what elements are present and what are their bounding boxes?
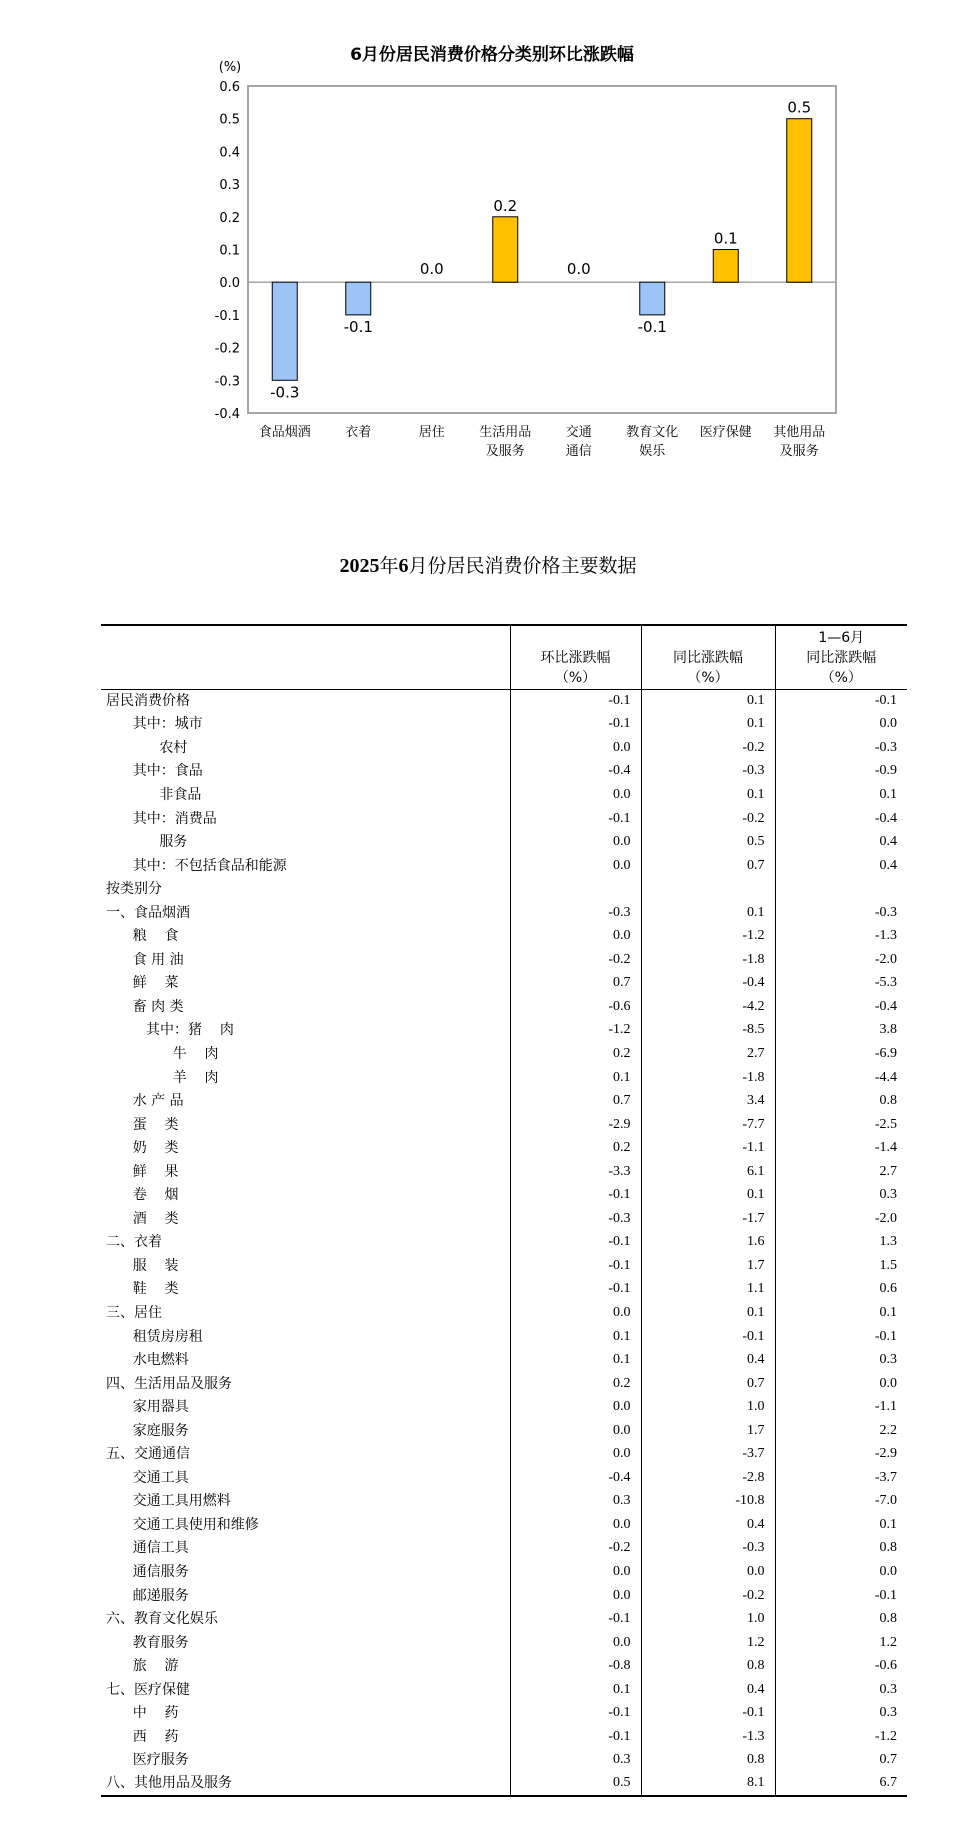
yoy-value: 1.2 [641,1631,775,1655]
yoy-value: -1.2 [641,924,775,948]
y-tick-label: -0.3 [214,374,240,390]
row-label: 旅 游 [106,1658,179,1675]
y-tick-label: -0.1 [214,308,240,324]
ytd-value: -0.4 [775,995,907,1019]
row-label: 医疗服务 [106,1752,189,1769]
row-label: 其中：城市 [106,716,203,733]
mom-value: 0.0 [510,1301,641,1325]
table-row [101,760,907,784]
header-item [101,625,510,689]
yoy-value: -1.1 [641,1136,775,1160]
mom-value: 0.0 [510,1584,641,1608]
table-row [101,948,907,972]
ytd-value: 0.3 [775,1678,907,1702]
table-row [101,736,907,760]
yoy-value: -10.8 [641,1490,775,1514]
x-tick-label: 教育文化 [626,425,679,440]
x-tick-label: 通信 [565,444,592,459]
mom-value [510,877,641,901]
row-label: 租赁房房租 [106,1328,203,1345]
yoy-value: 1.0 [641,1607,775,1631]
y-tick-label: 0.0 [219,276,240,292]
yoy-value: 0.1 [641,689,775,713]
table-row [101,1301,907,1325]
row-label: 邮递服务 [106,1587,189,1604]
table-row [101,1443,907,1467]
yoy-value: -0.2 [641,736,775,760]
row-label: 鞋 类 [106,1281,179,1298]
mom-value: 0.2 [510,1042,641,1066]
header-ytd-line3: （%） [820,669,862,686]
ytd-value: 0.8 [775,1089,907,1113]
mom-value: -0.3 [510,1207,641,1231]
mom-value: -0.1 [510,713,641,737]
table-row [101,901,907,925]
data-label: -0.1 [637,317,667,336]
mom-value: -0.4 [510,1466,641,1490]
header-yoy-line2: （%） [687,669,729,686]
yoy-value: -0.2 [641,807,775,831]
mom-value: -0.8 [510,1654,641,1678]
mom-value: -0.6 [510,995,641,1019]
row-label: 其中：不包括食品和能源 [106,857,287,874]
data-label: 0.1 [713,229,738,248]
yoy-value: 0.4 [641,1513,775,1537]
bar-chart [0,0,976,470]
header-ytd-line1: 1—6月 [818,629,865,646]
yoy-value: -0.3 [641,1537,775,1561]
table-row [101,1584,907,1608]
table-title-month: 6 [398,555,409,577]
mom-value: 0.3 [510,1749,641,1773]
table-row [101,1019,907,1043]
row-label: 一、食品烟酒 [106,904,190,921]
yoy-value: 3.4 [641,1089,775,1113]
ytd-value: 0.3 [775,1348,907,1372]
x-tick-label: 及服务 [779,444,819,459]
row-label: 服 装 [106,1257,179,1274]
table-row [101,713,907,737]
plot-frame [248,86,836,413]
ytd-value: -7.0 [775,1490,907,1514]
data-label: -0.3 [270,383,300,402]
ytd-value: 6.7 [775,1772,907,1796]
row-label: 水电燃料 [106,1352,189,1369]
x-tick-label: 食品烟酒 [258,425,311,440]
row-label: 交通工具 [106,1469,189,1486]
x-tick-labels [259,424,826,459]
table-row [101,783,907,807]
yoy-value: 1.7 [641,1419,775,1443]
yoy-value: 0.4 [641,1678,775,1702]
row-label: 鲜 果 [106,1163,179,1180]
y-axis-unit-label: (%) [218,60,242,75]
ytd-value: 1.5 [775,1254,907,1278]
ytd-value: -1.2 [775,1725,907,1749]
ytd-value: 0.1 [775,783,907,807]
yoy-value: -0.2 [641,1584,775,1608]
y-tick-label: -0.2 [214,341,240,357]
mom-value: 0.0 [510,1443,641,1467]
table-row [101,995,907,1019]
yoy-value: -0.1 [641,1325,775,1349]
ytd-value: -1.3 [775,924,907,948]
table-row [101,1113,907,1137]
table-row [101,1207,907,1231]
table-row [101,1395,907,1419]
table-row [101,1678,907,1702]
mom-value: 0.0 [510,1395,641,1419]
table-title-year: 2025 [339,555,380,577]
row-label: 家用器具 [106,1399,189,1416]
data-label: 0.0 [419,260,444,279]
table-row [101,1537,907,1561]
mom-value: 0.7 [510,972,641,996]
mom-value: 0.0 [510,924,641,948]
mom-value: 0.1 [510,1325,641,1349]
yoy-value: 1.0 [641,1395,775,1419]
bars [272,119,812,381]
table-row [101,1607,907,1631]
mom-value: 0.2 [510,1136,641,1160]
y-tick-label: 0.4 [219,145,240,161]
mom-value: 0.0 [510,1560,641,1584]
yoy-value: 0.1 [641,783,775,807]
table-row [101,1160,907,1184]
ytd-value: 0.7 [775,1749,907,1773]
mom-value: -0.1 [510,1278,641,1302]
yoy-value: -2.8 [641,1466,775,1490]
ytd-value: -2.5 [775,1113,907,1137]
row-label: 粮 食 [106,928,179,945]
header-mom-line2: （%） [554,669,597,686]
x-tick-label: 居住 [418,425,445,440]
yoy-value: 0.4 [641,1348,775,1372]
table-row [101,1278,907,1302]
ytd-value: -1.4 [775,1136,907,1160]
mom-value: -0.1 [510,689,641,713]
table-row [101,1513,907,1537]
bar [272,282,297,380]
row-label: 鲜 菜 [106,975,179,992]
ytd-value: -6.9 [775,1042,907,1066]
ytd-value: -0.1 [775,1584,907,1608]
header-mom-line1: 环比涨跌幅 [540,649,611,666]
table-row [101,1089,907,1113]
mom-value: 0.3 [510,1490,641,1514]
y-tick-label: 0.5 [219,112,240,128]
y-tick-label: -0.4 [214,407,240,422]
table-row [101,924,907,948]
yoy-value: -4.2 [641,995,775,1019]
table-row [101,1042,907,1066]
row-label: 奶 类 [106,1140,179,1157]
y-tick-label: 0.2 [219,210,240,226]
table-row [101,1749,907,1773]
table-row [101,830,907,854]
row-label: 其中：消费品 [106,810,217,827]
table-row [101,1254,907,1278]
header-mom [510,625,641,689]
yoy-value: 0.1 [641,901,775,925]
row-label: 服务 [106,834,188,851]
yoy-value: 2.7 [641,1042,775,1066]
row-label: 二、衣着 [106,1234,162,1251]
ytd-value: -0.1 [775,1325,907,1349]
yoy-value: -1.8 [641,1066,775,1090]
cpi-data-table [101,624,907,1797]
y-tick-labels [215,80,240,422]
table-row [101,854,907,878]
row-label: 羊 肉 [106,1069,219,1086]
table-row [101,689,907,713]
row-label: 四、生活用品及服务 [106,1375,232,1392]
header-yoy-line1: 同比涨跌幅 [673,649,743,666]
yoy-value: 1.6 [641,1231,775,1255]
mom-value: -2.9 [510,1113,641,1137]
row-label: 其中：猪 肉 [106,1022,234,1039]
yoy-value: 0.7 [641,854,775,878]
yoy-value: -3.7 [641,1443,775,1467]
table-row [101,1372,907,1396]
data-label: 0.0 [566,260,591,279]
table-row [101,1560,907,1584]
row-label: 七、医疗保健 [106,1681,190,1698]
yoy-value: 0.8 [641,1654,775,1678]
table-row [101,1325,907,1349]
ytd-value: -2.0 [775,948,907,972]
ytd-value: 2.2 [775,1419,907,1443]
row-label: 六、教育文化娱乐 [106,1611,218,1628]
mom-value: -0.1 [510,1607,641,1631]
ytd-value: 3.8 [775,1019,907,1043]
ytd-value: -2.9 [775,1443,907,1467]
row-label: 蛋 类 [106,1116,179,1133]
row-label: 卷 烟 [106,1187,179,1204]
mom-value: 0.1 [510,1678,641,1702]
mom-value: 0.7 [510,1089,641,1113]
row-label: 畜 肉 类 [106,998,184,1015]
ytd-value: 1.3 [775,1231,907,1255]
mom-value: 0.0 [510,1631,641,1655]
x-tick-label: 生活用品 [479,425,532,440]
cpi-data-table-container [101,624,907,1797]
ytd-value: -0.3 [775,736,907,760]
yoy-value: 6.1 [641,1160,775,1184]
yoy-value: 1.7 [641,1254,775,1278]
y-tick-label: 0.6 [219,80,240,95]
ytd-value: 0.3 [775,1702,907,1726]
table-row [101,972,907,996]
yoy-value: 1.1 [641,1278,775,1302]
table-row [101,1702,907,1726]
mom-value: -3.3 [510,1160,641,1184]
ytd-value: -2.0 [775,1207,907,1231]
mom-value: 0.0 [510,830,641,854]
row-label: 八、其他用品及服务 [106,1775,232,1792]
yoy-value: 0.5 [641,830,775,854]
ytd-value: 0.8 [775,1537,907,1561]
mom-value: -0.1 [510,1725,641,1749]
mom-value: 0.0 [510,854,641,878]
mom-value: -1.2 [510,1019,641,1043]
yoy-value: -7.7 [641,1113,775,1137]
header-yoy [641,625,775,689]
mom-value: -0.1 [510,1183,641,1207]
data-label: 0.2 [493,196,518,215]
mom-value: 0.1 [510,1066,641,1090]
table-row [101,1466,907,1490]
x-tick-label: 医疗保健 [699,425,752,440]
row-label: 按类别分 [106,881,162,898]
ytd-value: 0.1 [775,1513,907,1537]
table-title-rest: 月份居民消费价格主要数据 [408,555,637,577]
ytd-value: 0.4 [775,830,907,854]
header-ytd [775,625,907,689]
ytd-value [775,877,907,901]
row-label: 中 药 [106,1705,179,1722]
ytd-value: 0.1 [775,1301,907,1325]
yoy-value: 0.7 [641,1372,775,1396]
table-row [101,807,907,831]
yoy-value: 0.1 [641,1183,775,1207]
x-tick-label: 及服务 [485,444,525,459]
row-label: 教育服务 [106,1634,189,1651]
ytd-value: -0.3 [775,901,907,925]
mom-value: 0.1 [510,1348,641,1372]
mom-value: -0.1 [510,1702,641,1726]
x-tick-label: 衣着 [345,425,372,440]
bar [713,250,738,283]
table-title-year-unit: 年 [379,555,399,577]
ytd-value: 1.2 [775,1631,907,1655]
data-label: -0.1 [343,317,373,336]
mom-value: 0.0 [510,783,641,807]
ytd-value: 0.0 [775,713,907,737]
ytd-value: 0.6 [775,1278,907,1302]
table-row [101,1725,907,1749]
yoy-value: 0.1 [641,713,775,737]
bar [640,282,665,315]
row-label: 非食品 [106,786,202,803]
header-ytd-line2: 同比涨跌幅 [806,649,877,666]
ytd-value: 0.4 [775,854,907,878]
table-row [101,1772,907,1796]
table-row [101,1490,907,1514]
x-tick-label: 其他用品 [773,425,826,440]
x-tick-label: 娱乐 [639,444,666,459]
yoy-value: -0.3 [641,760,775,784]
row-label: 三、居住 [106,1304,162,1321]
ytd-value: -0.1 [775,689,907,713]
row-label: 交通工具使用和维修 [106,1516,259,1533]
ytd-value: 0.3 [775,1183,907,1207]
yoy-value: -8.5 [641,1019,775,1043]
row-label: 食 用 油 [106,951,184,968]
y-tick-label: 0.3 [219,178,240,194]
yoy-value: -0.1 [641,1702,775,1726]
ytd-value: -0.4 [775,807,907,831]
chart-title: 6月份居民消费价格分类别环比涨跌幅 [350,45,634,65]
row-label: 其中：食品 [106,763,203,780]
row-label: 西 药 [106,1728,179,1745]
ytd-value: -1.1 [775,1395,907,1419]
mom-value: -0.1 [510,807,641,831]
ytd-value: -0.9 [775,760,907,784]
ytd-value: 2.7 [775,1160,907,1184]
row-label: 通信服务 [106,1564,189,1580]
yoy-value: 0.8 [641,1749,775,1773]
table-row [101,1631,907,1655]
ytd-value: 0.0 [775,1372,907,1396]
yoy-value: 0.0 [641,1560,775,1584]
ytd-value: 0.0 [775,1560,907,1584]
x-tick-label: 交通 [565,425,592,440]
yoy-value: 8.1 [641,1772,775,1796]
row-label: 水 产 品 [106,1093,184,1110]
table-body [101,689,907,1796]
row-label: 五、交通通信 [106,1446,190,1463]
mom-value: -0.2 [510,948,641,972]
y-tick-label: 0.1 [219,243,240,259]
bar [787,119,812,283]
bar [346,282,371,315]
table-row [101,1419,907,1443]
table-row [101,1066,907,1090]
row-label: 交通工具用燃料 [106,1493,231,1510]
mom-value: -0.1 [510,1231,641,1255]
table-row [101,1348,907,1372]
yoy-value: -1.3 [641,1725,775,1749]
mom-value: 0.0 [510,1419,641,1443]
ytd-value: -0.6 [775,1654,907,1678]
yoy-value: -0.4 [641,972,775,996]
data-label: 0.5 [787,98,812,117]
mom-value: 0.2 [510,1372,641,1396]
table-header-row [101,625,907,689]
mom-value: 0.0 [510,736,641,760]
mom-value: 0.5 [510,1772,641,1796]
mom-value: -0.3 [510,901,641,925]
table-row [101,877,907,901]
table-row [101,1183,907,1207]
yoy-value: -1.7 [641,1207,775,1231]
ytd-value: -3.7 [775,1466,907,1490]
mom-value: -0.4 [510,760,641,784]
yoy-value [641,877,775,901]
row-label: 农村 [106,739,188,756]
mom-value: -0.1 [510,1254,641,1278]
row-label: 居民消费价格 [106,693,190,710]
row-label: 通信工具 [106,1540,189,1557]
row-label: 牛 肉 [106,1045,219,1062]
table-row [101,1231,907,1255]
yoy-value: 0.1 [641,1301,775,1325]
row-label: 酒 类 [106,1210,179,1227]
bar [493,217,518,282]
table-row [101,1654,907,1678]
mom-value: -0.2 [510,1537,641,1561]
ytd-value: -4.4 [775,1066,907,1090]
row-label: 家庭服务 [106,1422,189,1439]
table-row [101,1136,907,1160]
ytd-value: 0.8 [775,1607,907,1631]
mom-value: 0.0 [510,1513,641,1537]
ytd-value: -5.3 [775,972,907,996]
table-title [0,551,976,578]
yoy-value: -1.8 [641,948,775,972]
